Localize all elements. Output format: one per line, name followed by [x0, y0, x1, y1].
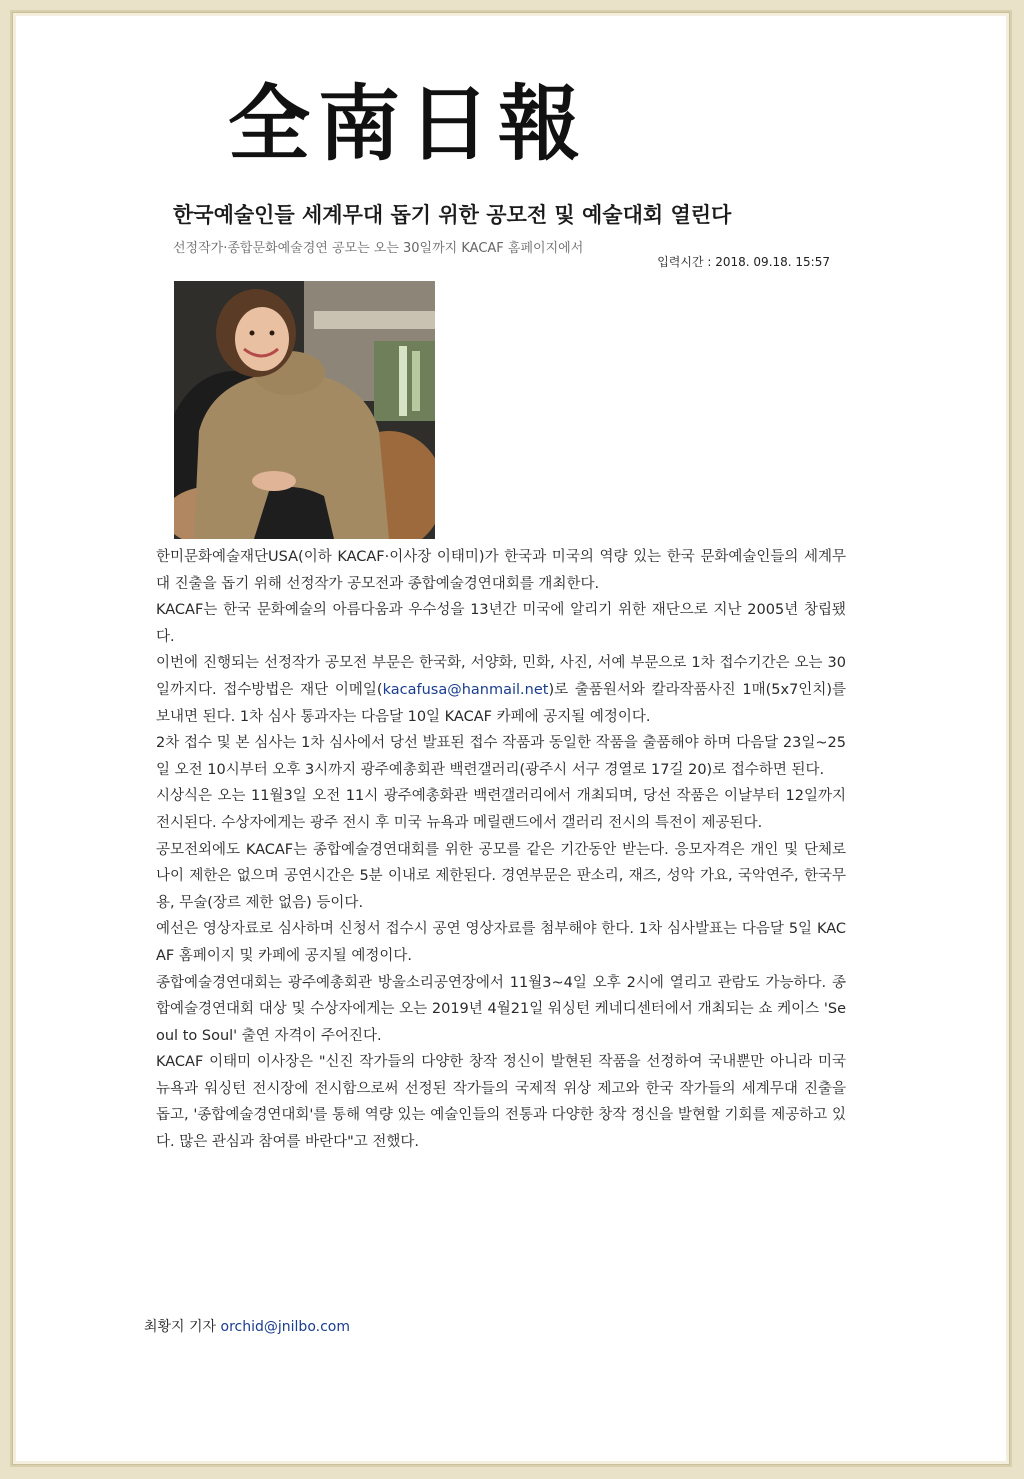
article-paragraph-text: )로 출품원서와 칼라작품사진 1매(5x7인치)를 보내면 된다. 1차 심사 통과자는 다음달 10일 KACAF 카페에 공지될 예정이다.	[156, 681, 846, 725]
article-paragraph: KACAF는 한국 문화예술의 아름다움과 우수성을 13년간 미국에 알리기 위한 재단으로 지난 2005년 창립됐다.	[156, 602, 846, 645]
article-paragraph: 2차 접수 및 본 심사는 1차 심사에서 당선 발표된 접수 작품과 동일한 작품을 출품해야 하며 다음달 23일~25일 오전 10시부터 오후 3시까지 광주예총회관 백련갤러리(광주시 서구 경열로 17길 20)로 접수하면 된다.	[156, 735, 846, 778]
article-paragraph-text: 이번에 진행되는 선정작가 공모전 부문은 한국화, 서양화, 민화, 사진, 서예 부문으로 1차 접수기간은 오는 30일까지다. 접수방법은 재단 이메일(	[156, 655, 846, 698]
article-paragraph: 공모전외에도 KACAF는 종합예술경연대회를 위한 공모를 같은 기간동안 받는다. 응모자격은 개인 및 단체로 나이 제한은 없으며 공연시간은 5분 이내로 제한된다. 경연부문은 판소리, 재즈, 성악 가요, 국악연주, 한국무용, 무술(장르 제한 없음) 등이다.	[156, 841, 846, 911]
newspaper-masthead-logo: 全南日報	[228, 76, 589, 172]
article-paragraph: 종합예술경연대회는 광주예총회관 방울소리공연장에서 11월3~4일 오후 2시에 열리고 관람도 가능하다. 종합예술경연대회 대상 및 수상자에게는 오는 2019년 4월21일 워싱턴 케네디센터에서 개최되는 쇼 케이스 'Seoul to Soul' 출연 자격이 주어진다.	[156, 974, 846, 1044]
article-paragraph	[156, 650, 846, 730]
article-photo	[174, 281, 435, 539]
article-headline: 한국예술인들 세계무대 돕기 위한 공모전 및 예술대회 열린다	[173, 203, 732, 227]
article-paragraph: 시상식은 오는 11월3일 오전 11시 광주예총화관 백련갤러리에서 개최되며, 당선 작품은 이날부터 12일까지 전시된다. 수상자에게는 광주 전시 후 미국 뉴욕과 메릴랜드에서 갤러리 전시의 특전이 제공된다.	[156, 788, 846, 831]
article-paragraph: 한미문화예술재단USA(이하 KACAF·이사장 이태미)가 한국과 미국의 역량 있는 한국 문화예술인들의 세계무대 진출을 돕기 위해 선정작가 공모전과 종합예술경연대회를 개최한다.	[156, 549, 846, 592]
article-body	[156, 544, 846, 1156]
article-paragraph: 예선은 영상자료로 심사하며 신청서 접수시 공연 영상자료를 첨부해야 한다. 1차 심사발표는 다음달 5일 KACAF 홈페이지 및 카페에 공지될 예정이다.	[156, 921, 846, 964]
article-timestamp: 입력시간 : 2018. 09.18. 15:57	[657, 255, 830, 269]
article-byline	[144, 1316, 350, 1336]
article-subheadline: 선정작가·종합문화예술경연 공모는 오는 30일까지 KACAF 홈페이지에서	[173, 241, 584, 256]
reporter-email-link[interactable]: orchid@jnilbo.com	[220, 1319, 350, 1335]
reporter-name: 최황지 기자	[144, 1319, 217, 1335]
foundation-email-link[interactable]: kacafusa@hanmail.net	[382, 681, 549, 698]
portrait-image	[174, 281, 435, 539]
article-paragraph: KACAF 이태미 이사장은 "신진 작가들의 다양한 창작 정신이 발현된 작품을 선정하여 국내뿐만 아니라 미국 뉴욕과 워싱턴 전시장에 전시함으로써 선정된 작가들의 국제적 위상 제고와 한국 작가들의 세계무대 진출을 돕고, '종합예술경연대회'를 통해 역량 있는 예술인들의 전통과 다양한 창작 정신을 발현할 기회를 제공하고 있다. 많은 관심과 참여를 바란다"고 전했다.	[156, 1054, 846, 1151]
